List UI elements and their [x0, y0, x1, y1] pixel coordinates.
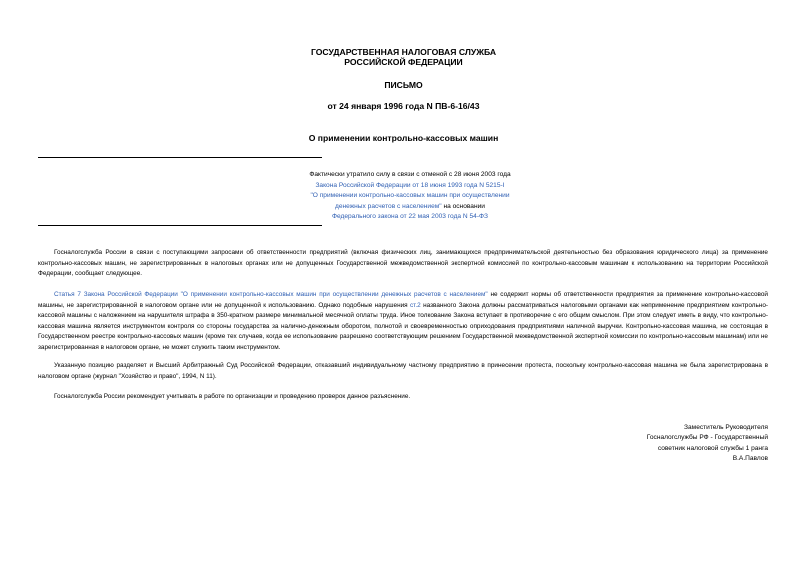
- status-basis-text: на основании: [441, 202, 485, 210]
- agency-name-line2: РОССИЙСКОЙ ФЕДЕРАЦИИ: [344, 57, 463, 67]
- agency-name-line1: ГОСУДАРСТВЕННАЯ НАЛОГОВАЯ СЛУЖБА: [310, 47, 497, 57]
- document-subject: О применении контрольно-кассовых машин: [308, 133, 499, 143]
- law-title-link-line1[interactable]: "О применении контрольно-кассовых машин при осуществлении: [310, 192, 510, 200]
- paragraph-1: [38, 248, 768, 280]
- paragraph-3-text: Указанную позицию разделяет и Высший Арбитражный Суд Российской Федерации, отказавший индивидуальному частному предприятию в принесении протеста, поскольку контрольно-кассовая машина не была зарегистрирована в налоговом органе (журнал "Хозяйство и право", 1994, N 11).: [38, 362, 768, 380]
- paragraph-3: [38, 361, 768, 382]
- document-type: ПИСЬМО: [384, 80, 423, 90]
- paragraph-2: [38, 290, 768, 354]
- signature-block: [647, 423, 768, 465]
- paragraph-4: [38, 392, 768, 403]
- article-2-link[interactable]: ст.2: [409, 301, 421, 309]
- federal-law-54fz-link[interactable]: Федерального закона от 22 мая 2003 года N 54-ФЗ: [331, 213, 489, 221]
- signatory-name: В.А.Павлов: [732, 455, 768, 463]
- divider-top: [38, 157, 322, 158]
- signatory-rank: советник налоговой службы 1 ранга: [657, 444, 768, 452]
- paragraph-2-text: [38, 290, 768, 354]
- agency-heading: [0, 47, 807, 67]
- article-7-link[interactable]: Статья 7 Закона Российской Федерации "О применении контрольно-кассовых машин при осуществлении денежных расчетов с населением": [54, 291, 488, 298]
- signatory-position: Заместитель Руководителя: [684, 424, 768, 431]
- paragraph-2-part-b: названного Закона должны рассматриваться налоговыми органами как неприменение предприятием контрольно-кассовой машины с наложением на нарушителя штрафа в 350-кратном размере минимальной месячной оплаты труда. Иное толкование Закона вступает в противоречие с его общим смыслом. При этом следует иметь в виду, что контрольно-кассовая машина является инструментом контроля со стороны государства за налично-денежным оборотом, полнотой и своевременностью оприходования предприятиями наличной выручки. Контрольно-кассовая машина, не состоящая в Государственном реестре контрольно-кассовых машин (кроме тех случаев, когда ее использование разрешено соответствующим решением Государственной межведомственной экспертной комиссии по контрольно-кассовым машинам) или не зарегистрированная в налоговом органе, не может служить таким инструментом.: [38, 301, 768, 351]
- document-date-number: от 24 января 1996 года N ПВ-6-16/43: [327, 101, 480, 111]
- paragraph-2-part-a: не содержит нормы об ответственности предприятия за применение контрольно-кассовой машины, не зарегистрированной в налоговом органе или не допущенной к использованию. Однако подобные нарушения: [38, 291, 768, 309]
- paragraph-4-text: Госналогслужба России рекомендует учитывать в работе по организации и проведению проверок данное разъяснение.: [54, 393, 411, 400]
- validity-status-note: [200, 170, 620, 223]
- signatory-office: Госналогслужбы РФ - Государственный: [646, 434, 768, 442]
- divider-bottom: [38, 225, 322, 226]
- law-title-link-line2[interactable]: денежных расчетов с населением": [335, 202, 442, 210]
- status-line: Фактически утратило силу в связи с отменой с 28 июня 2003 года: [309, 171, 511, 178]
- law-5215-link[interactable]: Закона Российской Федерации от 18 июня 1993 года N 5215-I: [315, 181, 505, 189]
- paragraph-1-text: Госналогслужба России в связи с поступающими запросами об ответственности предприятий (включая физических лиц, занимающихся предпринимательской деятельностью без образования юридического лица) за применение контрольно-кассовых машин, не зарегистрированных в налоговых органах или не допущенных Государственной межведомственной экспертной комиссией по контрольно-кассовым машинам к использованию на территории Российской Федерации, сообщает следующее.: [38, 249, 768, 278]
